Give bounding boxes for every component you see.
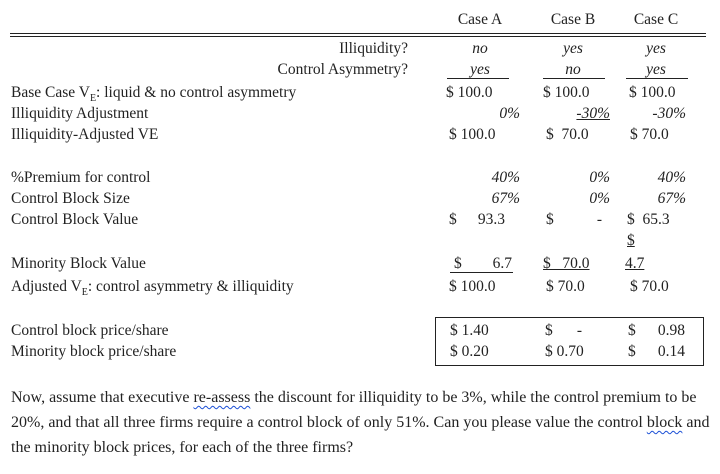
header-case-c: Case C: [633, 11, 679, 28]
spellcheck-word-reassess[interactable]: re-assess: [193, 389, 251, 406]
base-case-b: $ 100.0: [543, 84, 590, 101]
control-asym-b: no: [565, 61, 581, 78]
control-asym-a: yes: [470, 61, 490, 78]
control-asym-c: yes: [646, 61, 666, 78]
minority-label: Minority Block Value: [11, 255, 146, 272]
minority-b: $ 70.0: [543, 255, 590, 272]
block-value-b-currency: $: [546, 211, 554, 228]
illiq-ve-a: $ 100.0: [449, 126, 496, 143]
illiq-adj-label: Illiquidity Adjustment: [11, 105, 149, 122]
premium-c: 40%: [657, 169, 686, 186]
block-value-b: -: [596, 211, 602, 228]
ctrl-price-c: 0.98: [657, 322, 685, 339]
premium-label: %Premium for control: [11, 169, 151, 186]
block-value-c: $ 65.3: [627, 211, 670, 228]
underline-a: [447, 78, 509, 79]
block-size-label: Control Block Size: [11, 190, 130, 207]
adjusted-c: $ 70.0: [630, 278, 669, 295]
adjusted-b: $ 70.0: [546, 278, 585, 295]
illiquidity-label: Illiquidity?: [339, 40, 408, 57]
block-value-label: Control Block Value: [11, 211, 139, 228]
min-price-b: $ 0.70: [545, 343, 584, 360]
illiq-adj-c: -30%: [652, 105, 686, 122]
illiq-adj-b: -30%: [576, 105, 610, 122]
premium-a: 40%: [491, 169, 520, 186]
spellcheck-word-block[interactable]: block: [646, 414, 683, 431]
minority-a: 6.7: [492, 255, 512, 272]
header-rule-bottom: [10, 36, 706, 37]
premium-b: 0%: [589, 169, 610, 186]
ctrl-price-c-currency: $: [628, 322, 636, 339]
base-case-a: $ 100.0: [446, 84, 493, 101]
header-rule-top: [10, 33, 706, 34]
ctrl-price-a: $ 1.40: [450, 322, 489, 339]
underline-c: [626, 78, 688, 79]
header-case-b: Case B: [550, 11, 596, 28]
ctrl-price-b: -: [576, 322, 582, 339]
block-size-a: 67%: [491, 190, 520, 207]
control-asym-label: Control Asymmetry?: [277, 61, 408, 78]
min-price-label: Minority block price/share: [11, 343, 177, 360]
minority-a-currency: $: [454, 255, 462, 272]
base-case-label: Base Case $V_E$: liquid & no control asymmetry: [11, 84, 297, 105]
illiquidity-a: no: [472, 40, 488, 57]
adjusted-label: Adjusted $V_E$: control asymmetry & illiquidity: [11, 278, 294, 299]
illiq-adj-a: 0%: [499, 105, 520, 122]
block-value-a-currency: $: [449, 211, 457, 228]
illiquidity-b: yes: [563, 40, 583, 57]
base-case-c: $ 100.0: [629, 84, 676, 101]
illiq-ve-c: $ 70.0: [630, 126, 669, 143]
adjusted-a: $ 100.0: [449, 278, 496, 295]
min-price-a: $ 0.20: [450, 343, 489, 360]
illiq-ve-label: Illiquidity-Adjusted VE: [11, 126, 159, 143]
block-size-c: 67%: [657, 190, 686, 207]
ctrl-price-b-currency: $: [545, 322, 553, 339]
underline-b: [543, 78, 605, 79]
question-paragraph: Now, assume that executive re-assess the discount for illiquidity to be 3%, while the control premium to be 20%, and that all three firms require a control block of only 51%. Can you please value the control block and the minority block prices, for each of the three firms?: [11, 389, 710, 456]
minority-a-underline: [450, 272, 513, 273]
illiq-ve-b: $ 70.0: [546, 126, 589, 143]
illiquidity-c: yes: [646, 40, 666, 57]
min-price-c-currency: $: [628, 343, 636, 360]
ctrl-price-label: Control block price/share: [11, 322, 169, 339]
header-case-a: Case A: [457, 11, 503, 28]
block-value-a: 93.3: [477, 211, 505, 228]
block-size-b: 0%: [589, 190, 610, 207]
min-price-c: 0.14: [657, 343, 685, 360]
block-value-c-extra: $: [627, 232, 635, 249]
minority-c: 4.7: [625, 255, 645, 272]
